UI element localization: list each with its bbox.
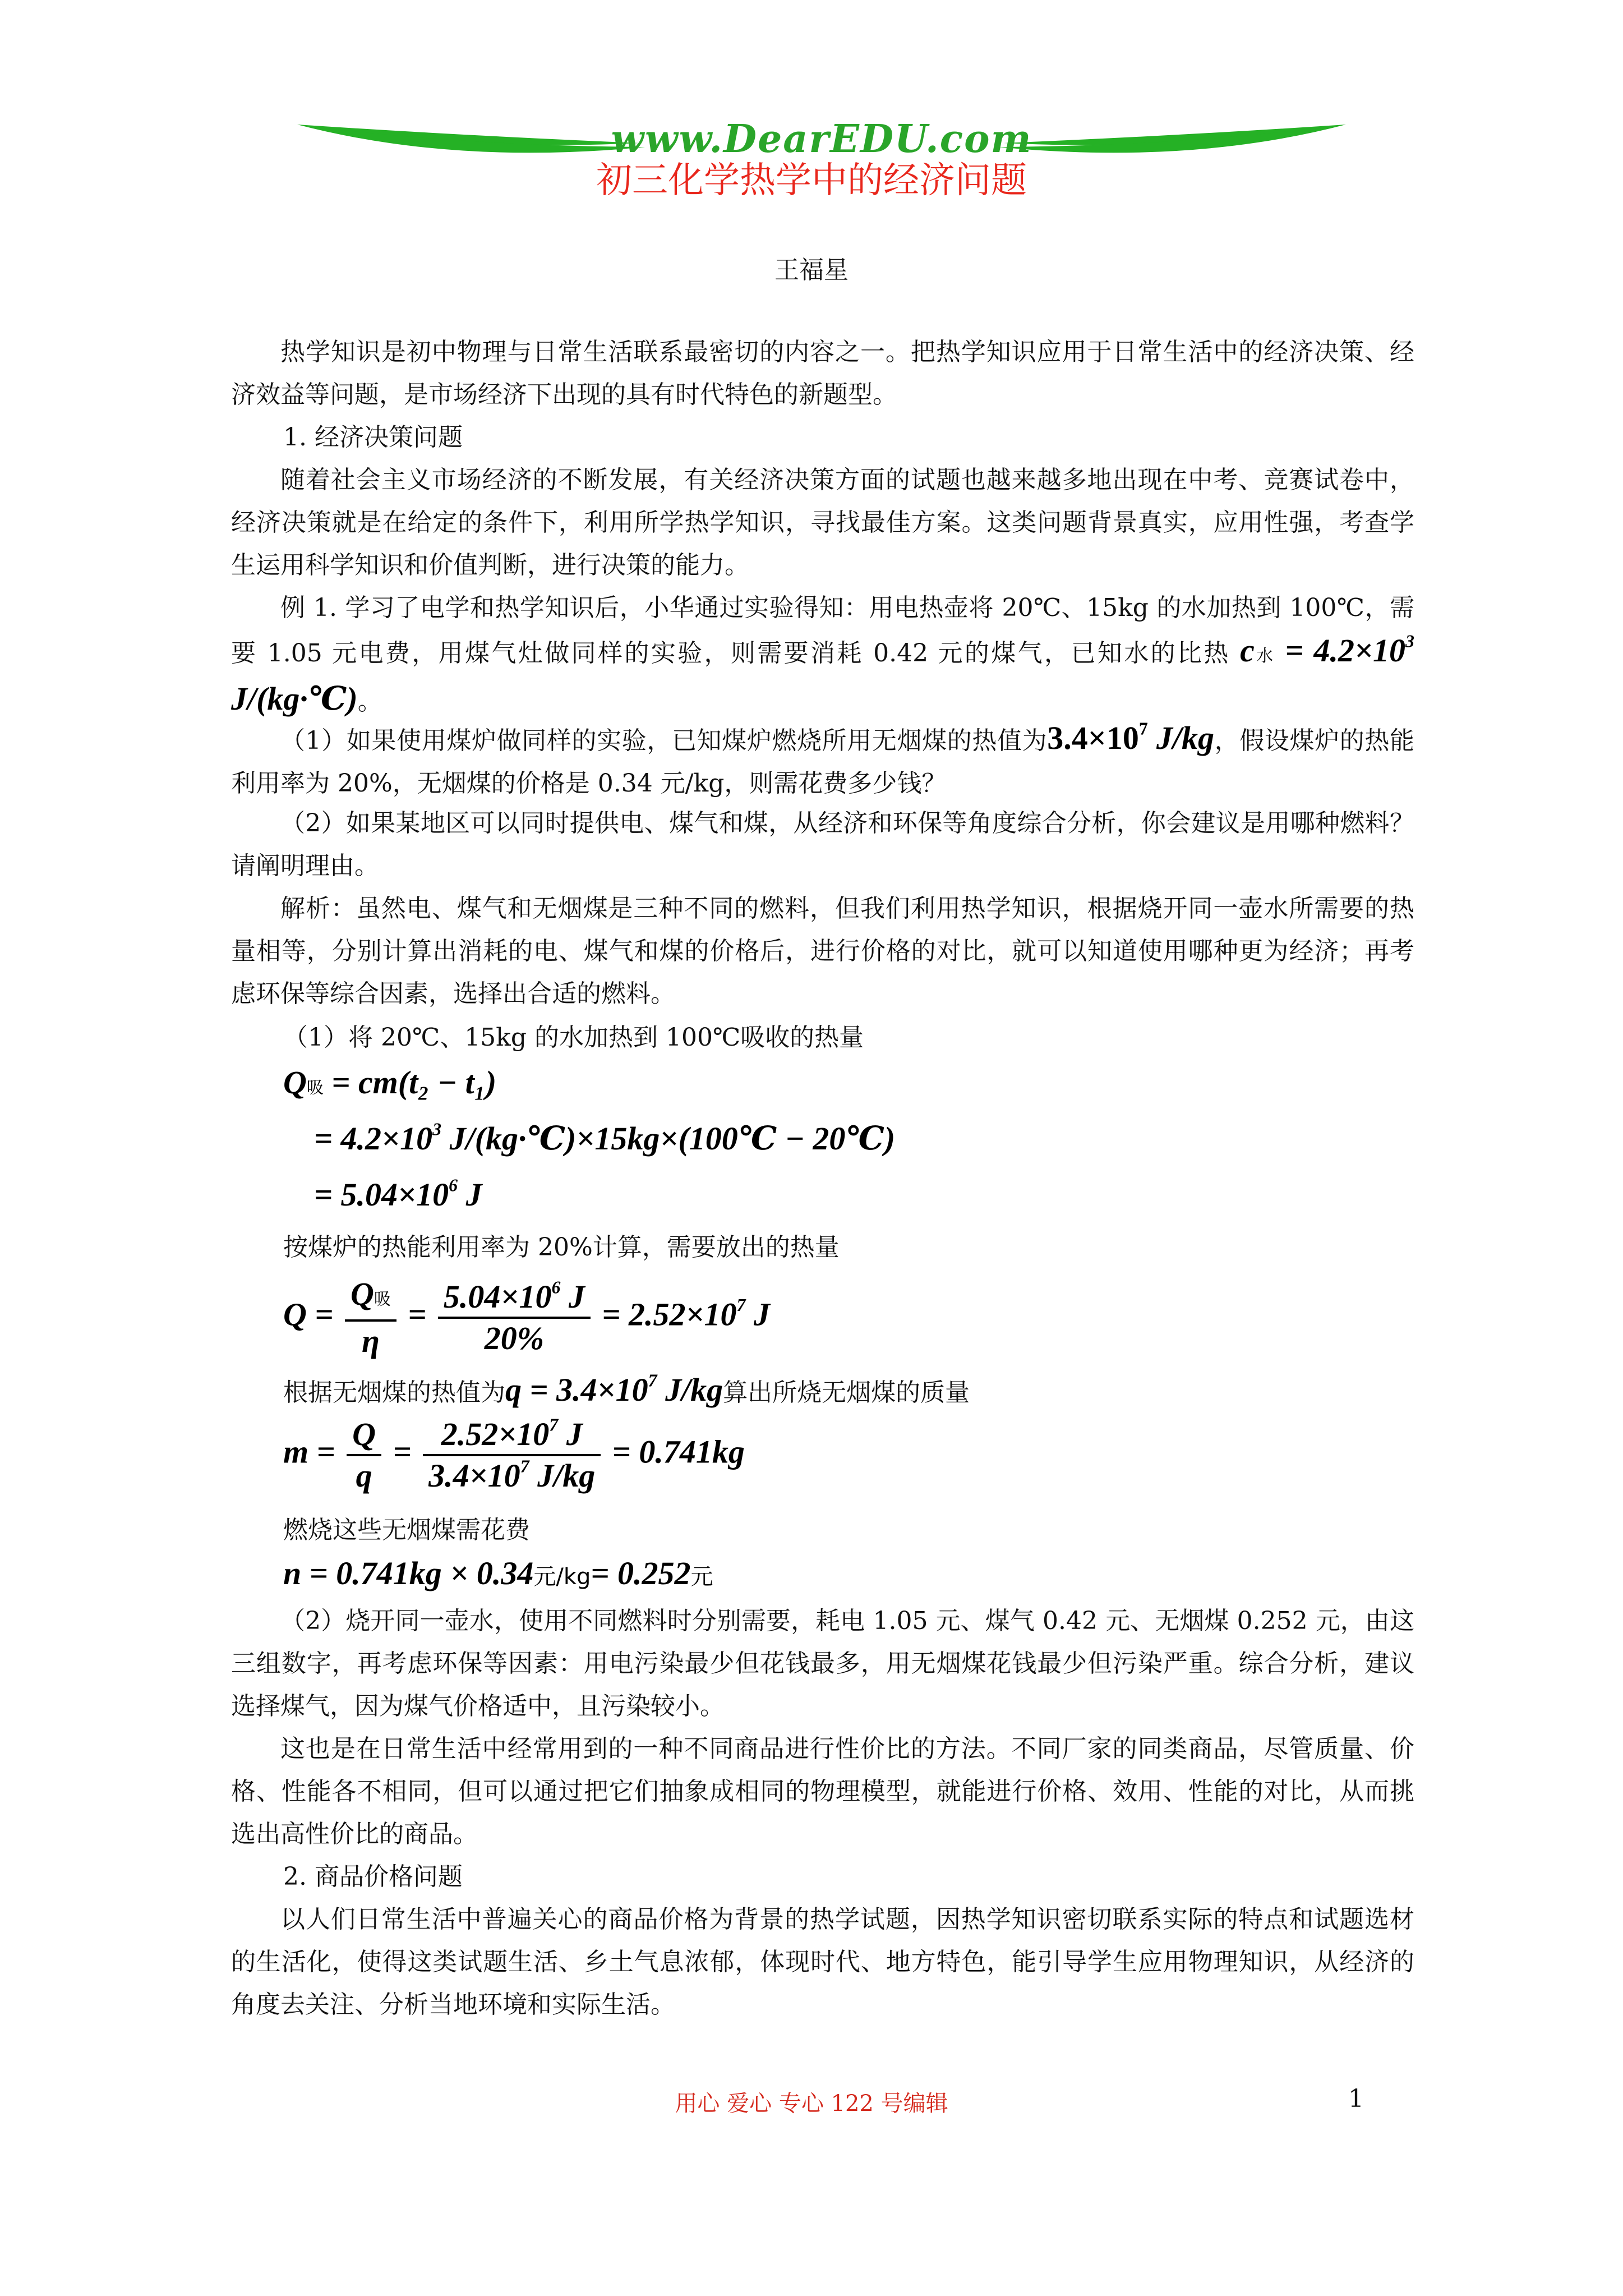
formula-q-released: Q = $\frac{\text{Q吸}}{\eta}$ = $\frac{5.04\times 10^6 J}{20\%}$ = $2.52\times 10^7$ J — [283, 1274, 770, 1361]
section-heading-2: 2. 商品价格问题 — [283, 1862, 463, 1891]
fraction-q-over-q: $\frac{Q}{q}$ — [347, 1415, 381, 1496]
step2-text: 按煤炉的热能利用率为 20%计算，需要放出的热量 — [283, 1233, 840, 1262]
paragraph-question1: （1）如果使用煤炉做同样的实验，已知煤炉燃烧所用无烟煤的热值为$3.4\times 10^7$ J/kg，假设煤炉的热能利用率为 20%，无烟煤的价格是 0.34 元/kg，则需花费多少钱？ — [231, 719, 1415, 798]
paragraph-method: 这也是在日常生活中经常用到的一种不同商品进行性价比的方法。不同厂家的同类商品，尽管质量、价格、性能各不相同，但可以通过把它们抽象成相同的物理模型，就能进行价格、效用、性能的对比，从而挑选出高性价比的商品。 — [231, 1734, 1414, 1848]
step3-text: 根据无烟煤的热值为$q = 3.4\times 10^7$ J/kg算出所烧无烟煤的质量 — [283, 1370, 970, 1408]
formula-q-absorbed-1: Q吸 = cm(t₂ − t₁) — [283, 1064, 497, 1101]
fraction-q-over-eta: $\frac{\text{Q吸}}{\eta}$ — [345, 1274, 396, 1361]
formula-heat-value: $3.4\times 10^7$ J/kg — [1047, 719, 1215, 756]
paragraph-question2: （2）如果某地区可以同时提供电、煤气和煤，从经济和环保等角度综合分析，你会建议是用哪种燃料？请阐明理由。 — [231, 809, 1414, 880]
site-logo[interactable]: www.DearEDU.com — [611, 117, 1032, 162]
formula-specific-heat: c水 = $4.2\times 10^3$ J/(kg·℃) — [231, 631, 1414, 717]
paragraph-section2: 以人们日常生活中普遍关心的商品价格为背景的热学试题，因热学知识密切联系实际的特点和试题选材的生活化，使得这类试题生活、乡土气息浓郁，体现时代、地方特色，能引导学生应用物理知识，从经济的角度去关注、分析当地环境和实际生活。 — [231, 1905, 1414, 2019]
paragraph-section1: 随着社会主义市场经济的不断发展，有关经济决策方面的试题也越来越多地出现在中考、竞赛试卷中，经济决策就是在给定的条件下，利用所学热学知识，寻找最佳方案。这类问题背景真实，应用性强，考查学生运用科学知识和价值判断，进行决策的能力。 — [231, 466, 1414, 579]
author: 王福星 — [774, 256, 849, 284]
formula-mass: m = $\frac{Q}{q}$ = $\frac{2.52\times 10^7 J}{3.4\times 10^7 J/kg}$ = 0.741kg — [283, 1415, 745, 1496]
section-heading-1: 1. 经济决策问题 — [283, 423, 463, 452]
paragraph-analysis: 解析：虽然电、煤气和无烟煤是三种不同的燃料，但我们利用热学知识，根据烧开同一壶水所需要的热量相等，分别计算出消耗的电、煤气和煤的价格后，进行价格的对比，就可以知道使用哪种更为经济；再考虑环保等综合因素，选择出合适的燃料。 — [231, 894, 1414, 1008]
footer-note: 用心 爱心 专心 122 号编辑 — [675, 2091, 948, 2116]
fraction-mass-value: $\frac{2.52\times 10^7 J}{3.4\times 10^7 J/kg}$ — [423, 1415, 601, 1496]
fraction-q-value: $\frac{5.04\times 10^6 J}{20\%}$ — [438, 1277, 591, 1358]
paragraph-example1: 例 1. 学习了电学和热学知识后，小华通过实验得知：用电热壶将 20℃、15kg 的水加热到 100℃，需要 1.05 元电费，用煤气灶做同样的实验，则需要消耗 0.42 元的煤气，已知水的比热 c水 = $4.2\times 10^3$ J/(kg·℃)。 — [231, 593, 1414, 717]
paragraph-answer2: （2）烧开同一壶水，使用不同燃料时分别需要，耗电 1.05 元、煤气 0.42 元、无烟煤 0.252 元，由这三组数字，再考虑环保等因素：用电污染最少但花钱最多，用无烟煤花钱最少但污染严重。综合分析，建议选择煤气，因为煤气价格适中，且污染较小。 — [231, 1607, 1414, 1720]
step4-text: 燃烧这些无烟煤需花费 — [283, 1516, 530, 1544]
page-number: 1 — [1348, 2085, 1364, 2113]
page-title: 初三化学热学中的经济问题 — [596, 160, 1027, 201]
example1-text: 例 1. 学习了电学和热学知识后，小华通过实验得知：用电热壶将 20℃、15kg 的水加热到 100℃，需要 1.05 元电费，用煤气灶做同样的实验，则需要消耗 0.42 元的煤气，已知水的比热 — [231, 593, 1414, 668]
formula-q-definition: $q = 3.4\times 10^7$ J/kg — [505, 1370, 723, 1408]
formula-q-absorbed-2: = $4.2\times 10^3$ J/(kg·℃)×15kg×(100℃ − 20℃) — [314, 1119, 896, 1157]
formula-cost: n = 0.741kg × 0.34元/kg= 0.252元 — [283, 1555, 713, 1591]
paragraph-intro: 热学知识是初中物理与日常生活联系最密切的内容之一。把热学知识应用于日常生活中的经济决策、经济效益等问题，是市场经济下出现的具有时代特色的新题型。 — [231, 338, 1414, 409]
formula-q-absorbed-3: = $5.04\times 10^6$ J — [314, 1175, 482, 1213]
step1-text: （1）将 20℃、15kg 的水加热到 100℃吸收的热量 — [283, 1023, 864, 1052]
